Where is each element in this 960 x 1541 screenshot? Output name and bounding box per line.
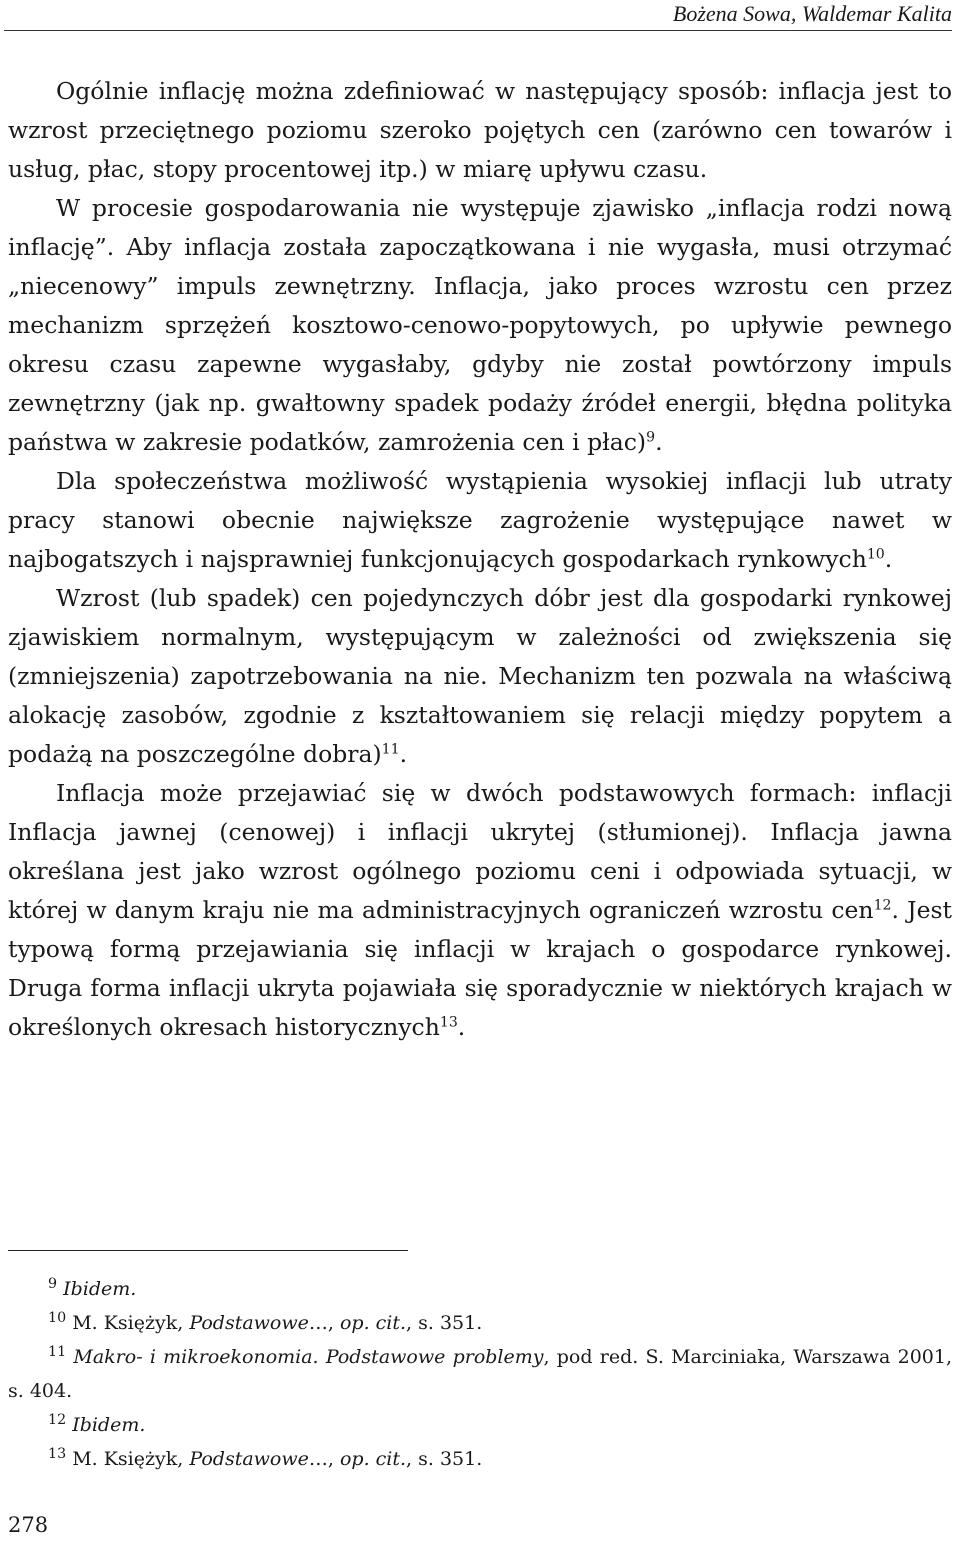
footnote-9: $^9$ Ibidem. bbox=[48, 1275, 137, 1300]
footnote-separator bbox=[8, 1250, 408, 1251]
paragraph-1: Ogólnie inflację można zdefiniować w następujący sposób: inflacja jest to wzrost przeciętnego poziomu szeroko pojętych cen (zarówno cen towarów i usług, płac, stopy procentowej itp.) w miarę upływu czasu. bbox=[8, 77, 952, 183]
footnote-ref-13[interactable]: 13 bbox=[439, 1014, 458, 1031]
footnote-11: $^{11}$ Makro- i mikroekonomia. Podstawowe problemy, pod red. S. Marciniaka, Warszawa 2001, s. 404. bbox=[8, 1343, 953, 1402]
footnotes bbox=[8, 1272, 952, 1476]
footnote-10: $^{10}$ M. Księżyk, Podstawowe…, op. cit., s. 351. bbox=[48, 1309, 483, 1334]
header-rule bbox=[4, 30, 952, 31]
footnote-ref-11[interactable]: 11 bbox=[381, 741, 400, 758]
page-number: 278 bbox=[8, 1513, 49, 1537]
document-page bbox=[8, 0, 952, 1541]
footnote-13: $^{13}$ M. Księżyk, Podstawowe…, op. cit., s. 351. bbox=[48, 1445, 483, 1470]
footnote-ref-10[interactable]: 10 bbox=[866, 546, 885, 563]
footnote-12: $^{12}$ Ibidem. bbox=[48, 1411, 146, 1436]
paragraph-5: Inflacja może przejawiać się w dwóch podstawowych formach: inflacji Inflacja jawnej (cenowej) i inflacji ukrytej (stłumionej). Inflacja jawna określana jest jako wzrost ogólnego poziomu ceni i odpowiada sytuacji, w której w danym kraju nie ma administracyjnych ograniczeń wzrostu cen$^{12}$. Jest typową formą przejawiania się inflacji w krajach o gospodarce rynkowej. Druga forma inflacji ukryta pojawiała się sporadycznie w niektórych krajach w określonych okresach historycznych$^{13}$. bbox=[8, 779, 952, 1041]
body-text bbox=[8, 72, 952, 1047]
footnote-ref-12[interactable]: 12 bbox=[873, 897, 892, 914]
paragraph-3: Dla społeczeństwa możliwość wystąpienia wysokiej inflacji lub utraty pracy stanowi obecnie największe zagrożenie występujące nawet w najbogatszych i najsprawniej funkcjonujących gospodarkach rynkowych$^{10}$. bbox=[8, 467, 952, 573]
footnote-ref-9[interactable]: 9 bbox=[646, 429, 656, 446]
paragraph-4: Wzrost (lub spadek) cen pojedynczych dóbr jest dla gospodarki rynkowej zjawiskiem normalnym, występującym w zależności od zwiększenia się (zmniejszenia) zapotrzebowania na nie. Mechanizm ten pozwala na właściwą alokację zasobów, zgodnie z kształtowaniem się relacji między popytem a podażą na poszczególne dobra)$^{11}$. bbox=[8, 584, 952, 768]
running-header-authors: Bożena Sowa, Waldemar Kalita bbox=[672, 1, 952, 26]
paragraph-2: W procesie gospodarowania nie występuje zjawisko „inflacja rodzi nową inflację”. Aby inflacja została zapoczątkowana i nie wygasła, musi otrzymać „niecenowy” impuls zewnętrzny. Inflacja, jako proces wzrostu cen przez mechanizm sprzężeń kosztowo-cenowo-popytowych, po upływie pewnego okresu czasu zapewne wygasłaby, gdyby nie został powtórzony impuls zewnętrzny (jak np. gwałtowny spadek podaży źródeł energii, błędna polityka państwa w zakresie podatków, zamrożenia cen i płac)$^9$. bbox=[8, 194, 952, 456]
